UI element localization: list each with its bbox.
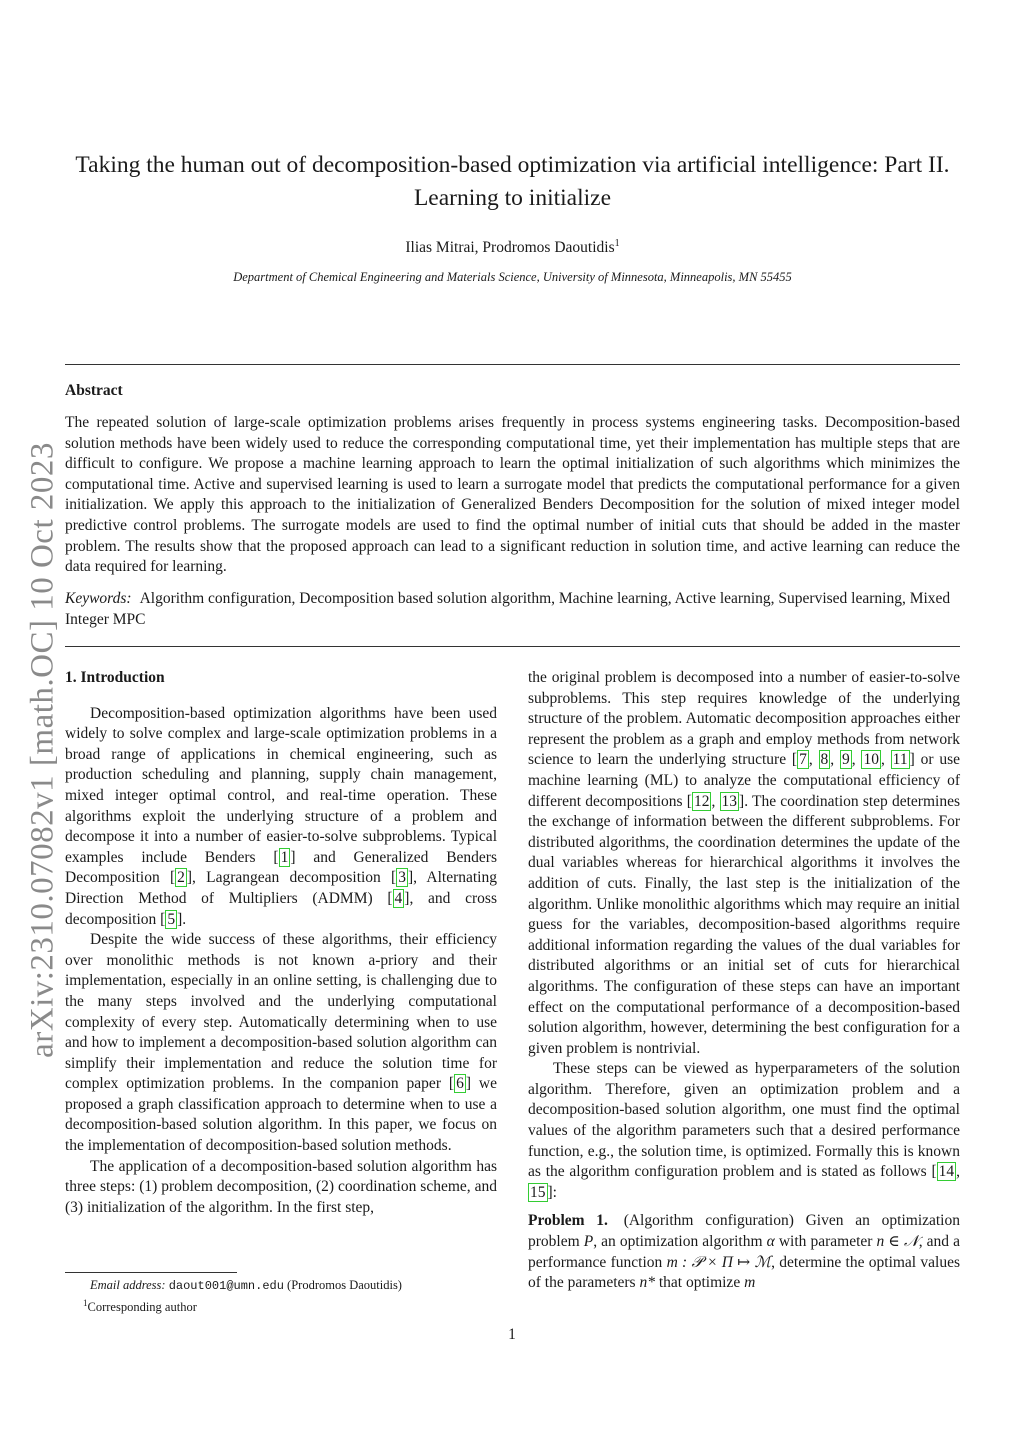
left-column [65,668,497,1218]
author-mark: 1 [614,238,620,249]
section-heading: 1. Introduction [65,669,165,686]
top-rule [65,364,960,365]
paragraph-5: These steps can be viewed as hyperparameters of the solution algorithm. Therefore, given an optimization problem and a decomposition-based solution algorithm, one must find the optimal values of the algorithm parameters such that a desired performance function, e.g., the solution time, is optimized. Formally this is known as the algorithm configuration problem and is stated as follows [ 14 , 15 ]: [528,1060,960,1201]
paragraph-2: Despite the wide success of these algorithms, their efficiency over monolithic methods is not known a-priory and their implementation, especially in an online setting, is challenging due to the many steps involved and the underlying computational complexity of every step. Automatically determining when to use and how to implement a decomposition-based solution algorithm can simplify their implementation and reduce the solution time for complex optimization problems. In the companion paper [ 6 ] we proposed a graph classification approach to determine when to use a decomposition-based solution algorithm. In this paper, we focus on the implementation of decomposition-based solution methods. [65,931,497,1155]
citation-link[interactable]: 11 [892,751,908,769]
abstract-bottom-rule [65,646,960,647]
citation-link[interactable]: 4 [394,889,403,907]
citation-link[interactable]: 13 [721,792,738,810]
author-line [65,238,960,257]
problem-statement: Problem 1. (Algorithm configuration) Given an optimization problem P, an optimization algorithm α with parameter n ∈ 𝒩, and a performance function m : 𝒫 × Π ↦ ℳ, determine the optimal values of the parameters n* that optimize m [528,1212,961,1292]
citation-link[interactable]: 10 [863,751,879,769]
citation-link[interactable]: 6 [456,1075,464,1093]
keywords [65,589,960,630]
problem-label: Problem 1. [528,1212,608,1230]
page-number: 1 [508,1326,516,1343]
citation-link[interactable]: 3 [398,869,406,887]
citation-link[interactable]: 14 [938,1163,955,1181]
paragraph-3: The application of a decomposition-based solution algorithm has three steps: (1) problem decomposition, (2) coordination scheme, and (3) initialization of the algorithm. In the first step, [65,1157,497,1216]
citation-link[interactable]: 1 [280,848,289,866]
citation-link[interactable]: 9 [842,751,850,769]
footnote-email: Email address: daout001@umn.edu (Prodromos Daoutidis) [90,1278,402,1293]
affiliation: Department of Chemical Engineering and Materials Science, University of Minnesota, Minneapolis, MN 55455 [233,270,792,284]
citation-link[interactable]: 2 [177,869,185,887]
arxiv-id: arXiv:2310.07082v1 [math.OC] 10 Oct 2023 [24,442,61,1058]
email-link[interactable]: daout001@umn.edu [168,1279,284,1293]
right-column [528,668,960,1294]
keywords-label: Keywords: [65,590,132,607]
footnote-corresponding: $^1$Corresponding author [83,1297,197,1314]
footnotes [65,1277,402,1316]
paper-title: Taking the human out of decomposition-based optimization via artificial intelligence: Part II. Learning to initialize [75,152,950,211]
citation-link[interactable]: 12 [693,792,710,810]
abstract-text: The repeated solution of large-scale optimization problems arises frequently in process systems engineering tasks. Decomposition-based solution methods have been widely used to reduce the corresponding computational time, yet their implementation has multiple steps that are difficult to configure. We propose a machine learning approach to learn the optimal initialization of such algorithms which minimizes the computational time. Active and supervised learning is used to learn a surrogate model that predicts the computational performance for a given initialization. We apply this approach to the initialization of Generalized Benders Decomposition for the solution of mixed integer model predictive control problems. The surrogate models are used to find the optimal number of initial cuts that should be added in the master problem. The results show that the proposed approach can lead to a significant reduction in solution time, and active learning can reduce the data required for learning. [65,414,960,576]
abstract-heading: Abstract [65,382,123,399]
authors: Ilias Mitrai, Prodromos Daoutidis [405,239,615,257]
citation-link[interactable]: 7 [799,751,807,769]
citation-link[interactable]: 15 [530,1183,546,1201]
citation-link[interactable]: 8 [820,751,829,769]
paragraph-4: the original problem is decomposed into a number of easier-to-solve subproblems. This step requires knowledge of the underlying structure of the problem. Automatic decomposition approaches either represent the problem as a graph and employ methods from network science to learn the underlying structure [ 7 , 8 , 9 , 10 , 11 ] or use machine learning (ML) to analyze the computational efficiency of different decompositions [ 12 , 13 ]. The coordination step determines the exchange of information between the different subproblems. For distributed algorithms, the coordination determines the update of the dual variables whereas for hierarchical algorithms it involves the addition of cuts. Finally, the last step is the initialization of the algorithm. Unlike monolithic algorithms which may require an initial guess for the variables, decomposition-based algorithms require additional information regarding the values of the dual variables for distributed algorithms or an initial set of cuts for hierarchical algorithms. The configuration of these steps can have an important effect on the computational performance of a decomposition-based solution algorithm, however, determining the best configuration for a given problem is nontrivial. [528,669,960,1057]
keywords-text: Algorithm configuration, Decomposition based solution algorithm, Machine learning, Active learning, Supervised learning, Mixed Integer MPC [65,590,951,628]
citation-link[interactable]: 5 [167,910,176,928]
footnote-rule [65,1272,237,1273]
paragraph-1: Decomposition-based optimization algorithms have been used widely to solve complex and large-scale optimization problems in a broad range of applications in chemical engineering, such as production scheduling and planning, supply chain management, mixed integer optimal control, and real-time operation. These algorithms exploit the underlying structure of a problem and decompose it into a number of easier-to-solve subproblems. Typical examples include Benders [ 1 ] and Generalized Benders Decomposition [ 2 ], Lagrangean decomposition [ 3 ], Alternating Direction Method of Multipliers (ADMM) [ 4 ], and cross decomposition [ 5 ]. [65,704,497,928]
